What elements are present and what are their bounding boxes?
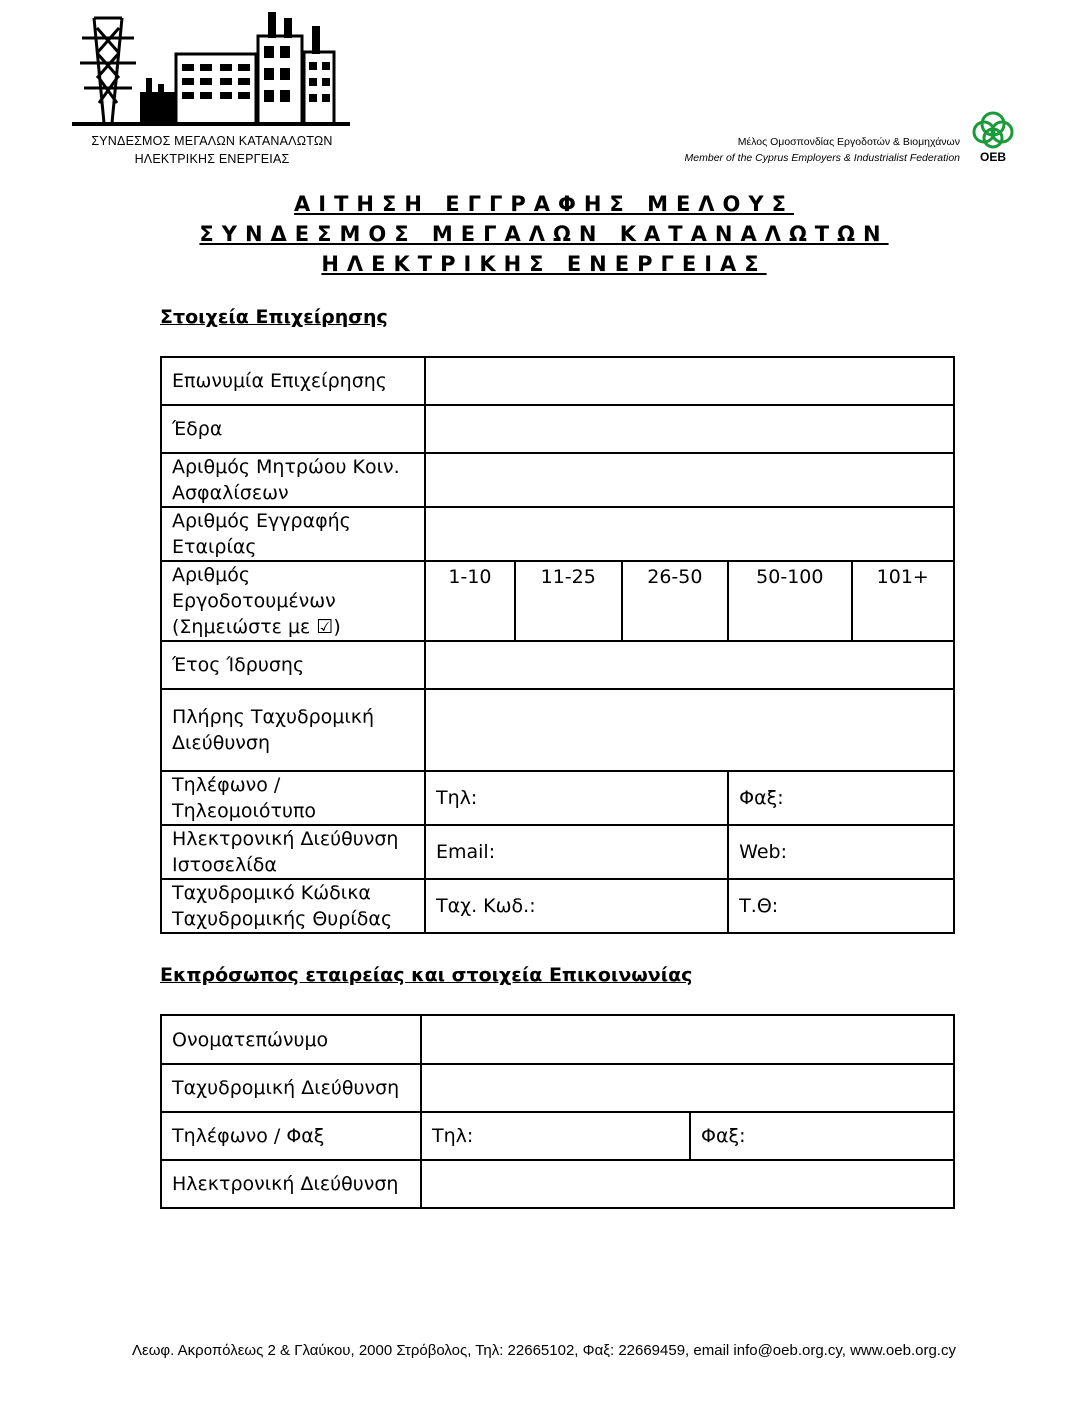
seat-label: Έδρα bbox=[161, 405, 425, 453]
rep-phone-label: Τηλέφωνο / Φαξ bbox=[161, 1112, 421, 1160]
founded-label: Έτος Ίδρυσης bbox=[161, 641, 425, 689]
power-plant-icon bbox=[72, 8, 352, 132]
web-field[interactable]: Web: bbox=[728, 825, 954, 879]
fax-field[interactable]: Φαξ: bbox=[728, 771, 954, 825]
phone-label: Τηλέφωνο / Τηλεομοιότυπο bbox=[161, 771, 425, 825]
representative-section-heading: Εκπρόσωπος εταιρείας και στοιχεία Επικοινωνίας bbox=[160, 964, 693, 986]
employees-label: Αριθμός Εργοδοτουμένων (Σημειώστε με ☑) bbox=[161, 561, 425, 641]
address-field[interactable] bbox=[425, 689, 954, 771]
form-title-line2: ΣΥΝΔΕΣΜΟΣ ΜΕΓΑΛΩΝ ΚΑΤΑΝΑΛΩΤΩΝ bbox=[199, 222, 889, 246]
association-logo bbox=[72, 8, 352, 168]
membership-english: Member of the Cyprus Employers & Industrialist Federation bbox=[684, 152, 960, 164]
rep-email-field[interactable] bbox=[421, 1160, 954, 1208]
business-name-field[interactable] bbox=[425, 357, 954, 405]
business-section-heading: Στοιχεία Επιχείρησης bbox=[160, 306, 388, 328]
email-field[interactable]: Email: bbox=[425, 825, 728, 879]
rep-address-label: Ταχυδρομική Διεύθυνση bbox=[161, 1064, 421, 1112]
rep-fax-field[interactable]: Φαξ: bbox=[690, 1112, 954, 1160]
representative-table bbox=[160, 1014, 955, 1209]
postcode-field[interactable]: Ταχ. Κωδ.: bbox=[425, 879, 728, 933]
rep-phone-field[interactable]: Τηλ: bbox=[421, 1112, 690, 1160]
employee-range-option[interactable]: 11-25 bbox=[515, 561, 622, 641]
social-insurance-field[interactable] bbox=[425, 453, 954, 507]
phone-field[interactable]: Τηλ: bbox=[425, 771, 728, 825]
footer-contact: Λεωφ. Ακροπόλεως 2 & Γλαύκου, 2000 Στρόβολος, Τηλ: 22665102, Φαξ: 22669459, email info@oeb.org.cy, www.oeb.org.cy bbox=[132, 1342, 956, 1359]
postcode-label: Ταχυδρομικό Κώδικα Ταχυδρομικής Θυρίδας bbox=[161, 879, 425, 933]
membership-greek: Μέλος Ομοσπονδίας Εργοδοτών & Βιομηχάνων bbox=[737, 136, 960, 148]
rep-address-field[interactable] bbox=[421, 1064, 954, 1112]
federation-membership bbox=[685, 134, 960, 166]
oeb-emblem-icon bbox=[968, 110, 1018, 150]
fullname-field[interactable] bbox=[421, 1015, 954, 1064]
seat-field[interactable] bbox=[425, 405, 954, 453]
address-label: Πλήρης Ταχυδρομική Διεύθυνση bbox=[161, 689, 425, 771]
founded-field[interactable] bbox=[425, 641, 954, 689]
pobox-field[interactable]: Τ.Θ: bbox=[728, 879, 954, 933]
email-web-label: Ηλεκτρονική Διεύθυνση Ιστοσελίδα bbox=[161, 825, 425, 879]
registration-label: Αριθμός Εγγραφής Εταιρίας bbox=[161, 507, 425, 561]
form-title-line1: ΑΙΤΗΣΗ ΕΓΓΡΑΦΗΣ ΜΕΛΟΥΣ bbox=[294, 192, 794, 216]
fullname-label: Ονοματεπώνυμο bbox=[161, 1015, 421, 1064]
oeb-label: OEB bbox=[979, 150, 1006, 164]
business-name-label: Επωνυμία Επιχείρησης bbox=[161, 357, 425, 405]
social-insurance-label: Αριθμός Μητρώου Κοιν. Ασφαλίσεων bbox=[161, 453, 425, 507]
employee-range-option[interactable]: 101+ bbox=[852, 561, 955, 641]
employee-range-option[interactable]: 26-50 bbox=[622, 561, 729, 641]
form-title-line3: ΗΛΕΚΤΡΙΚΗΣ ΕΝΕΡΓΕΙΑΣ bbox=[321, 252, 767, 276]
oeb-logo bbox=[968, 110, 1018, 166]
logo-text-line1: ΣΥΝΔΕΣΜΟΣ ΜΕΓΑΛΩΝ ΚΑΤΑΝΑΛΩΤΩΝ bbox=[91, 134, 333, 148]
employee-range-option[interactable]: 1-10 bbox=[425, 561, 515, 641]
rep-email-label: Ηλεκτρονική Διεύθυνση bbox=[161, 1160, 421, 1208]
logo-text-line2: ΗΛΕΚΤΡΙΚΗΣ ΕΝΕΡΓΕΙΑΣ bbox=[134, 152, 290, 166]
registration-field[interactable] bbox=[425, 507, 954, 561]
business-details-table bbox=[160, 356, 955, 934]
employee-range-option[interactable]: 50-100 bbox=[728, 561, 851, 641]
